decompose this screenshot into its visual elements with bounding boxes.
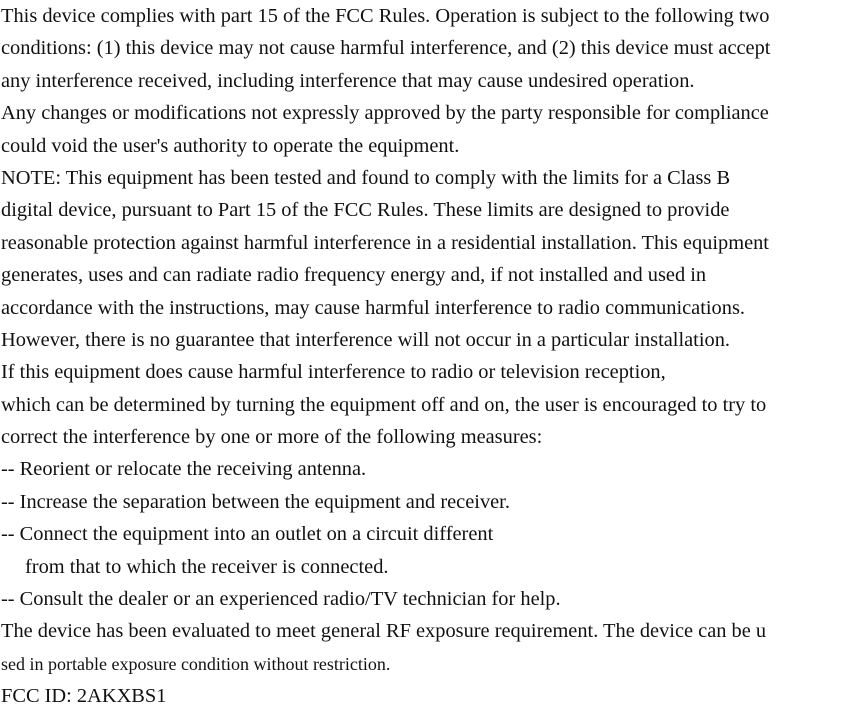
text-line: accordance with the instructions, may cause harmful interference to radio communications. — [1, 296, 745, 319]
text-line: NOTE: This equipment has been tested and found to comply with the limits for a Class B — [1, 166, 731, 189]
text-line: which can be determined by turning the equipment off and on, the user is encouraged to try to — [1, 393, 767, 416]
text-line: correct the interference by one or more of the following measures: — [1, 426, 543, 449]
measure-item: -- Reorient or relocate the receiving antenna. — [1, 458, 367, 481]
text-line: could void the user's authority to operate the equipment. — [1, 134, 460, 157]
measure-item: -- Connect the equipment into an outlet on a circuit different — [1, 523, 494, 546]
measure-item: -- Increase the separation between the equipment and receiver. — [1, 490, 510, 513]
text-line: conditions: (1) this device may not cause harmful interference, and (2) this device must accept — [1, 37, 771, 60]
fcc-id: FCC ID: 2AKXBS1 — [1, 685, 167, 708]
text-line: The device has been evaluated to meet general RF exposure requirement. The device can be u — [1, 620, 767, 643]
text-line: Any changes or modifications not expressly approved by the party responsible for compliance — [1, 102, 769, 125]
text-line: any interference received, including interference that may cause undesired operation. — [1, 69, 695, 92]
text-line: generates, uses and can radiate radio frequency energy and, if not installed and used in — [1, 264, 707, 287]
measure-item-continuation: from that to which the receiver is connected. — [25, 555, 389, 578]
text-line: If this equipment does cause harmful interference to radio or television reception, — [1, 361, 666, 384]
text-line: However, there is no guarantee that interference will not occur in a particular installation. — [1, 328, 730, 351]
text-line: digital device, pursuant to Part 15 of the FCC Rules. These limits are designed to provide — [1, 199, 730, 222]
fcc-statement-document — [1, 0, 865, 713]
measure-item: -- Consult the dealer or an experienced radio/TV technician for help. — [1, 588, 561, 611]
text-line: reasonable protection against harmful interference in a residential installation. This equipment — [1, 231, 769, 254]
text-line: sed in portable exposure condition without restriction. — [1, 653, 391, 674]
text-line: This device complies with part 15 of the FCC Rules. Operation is subject to the following two — [1, 5, 770, 27]
